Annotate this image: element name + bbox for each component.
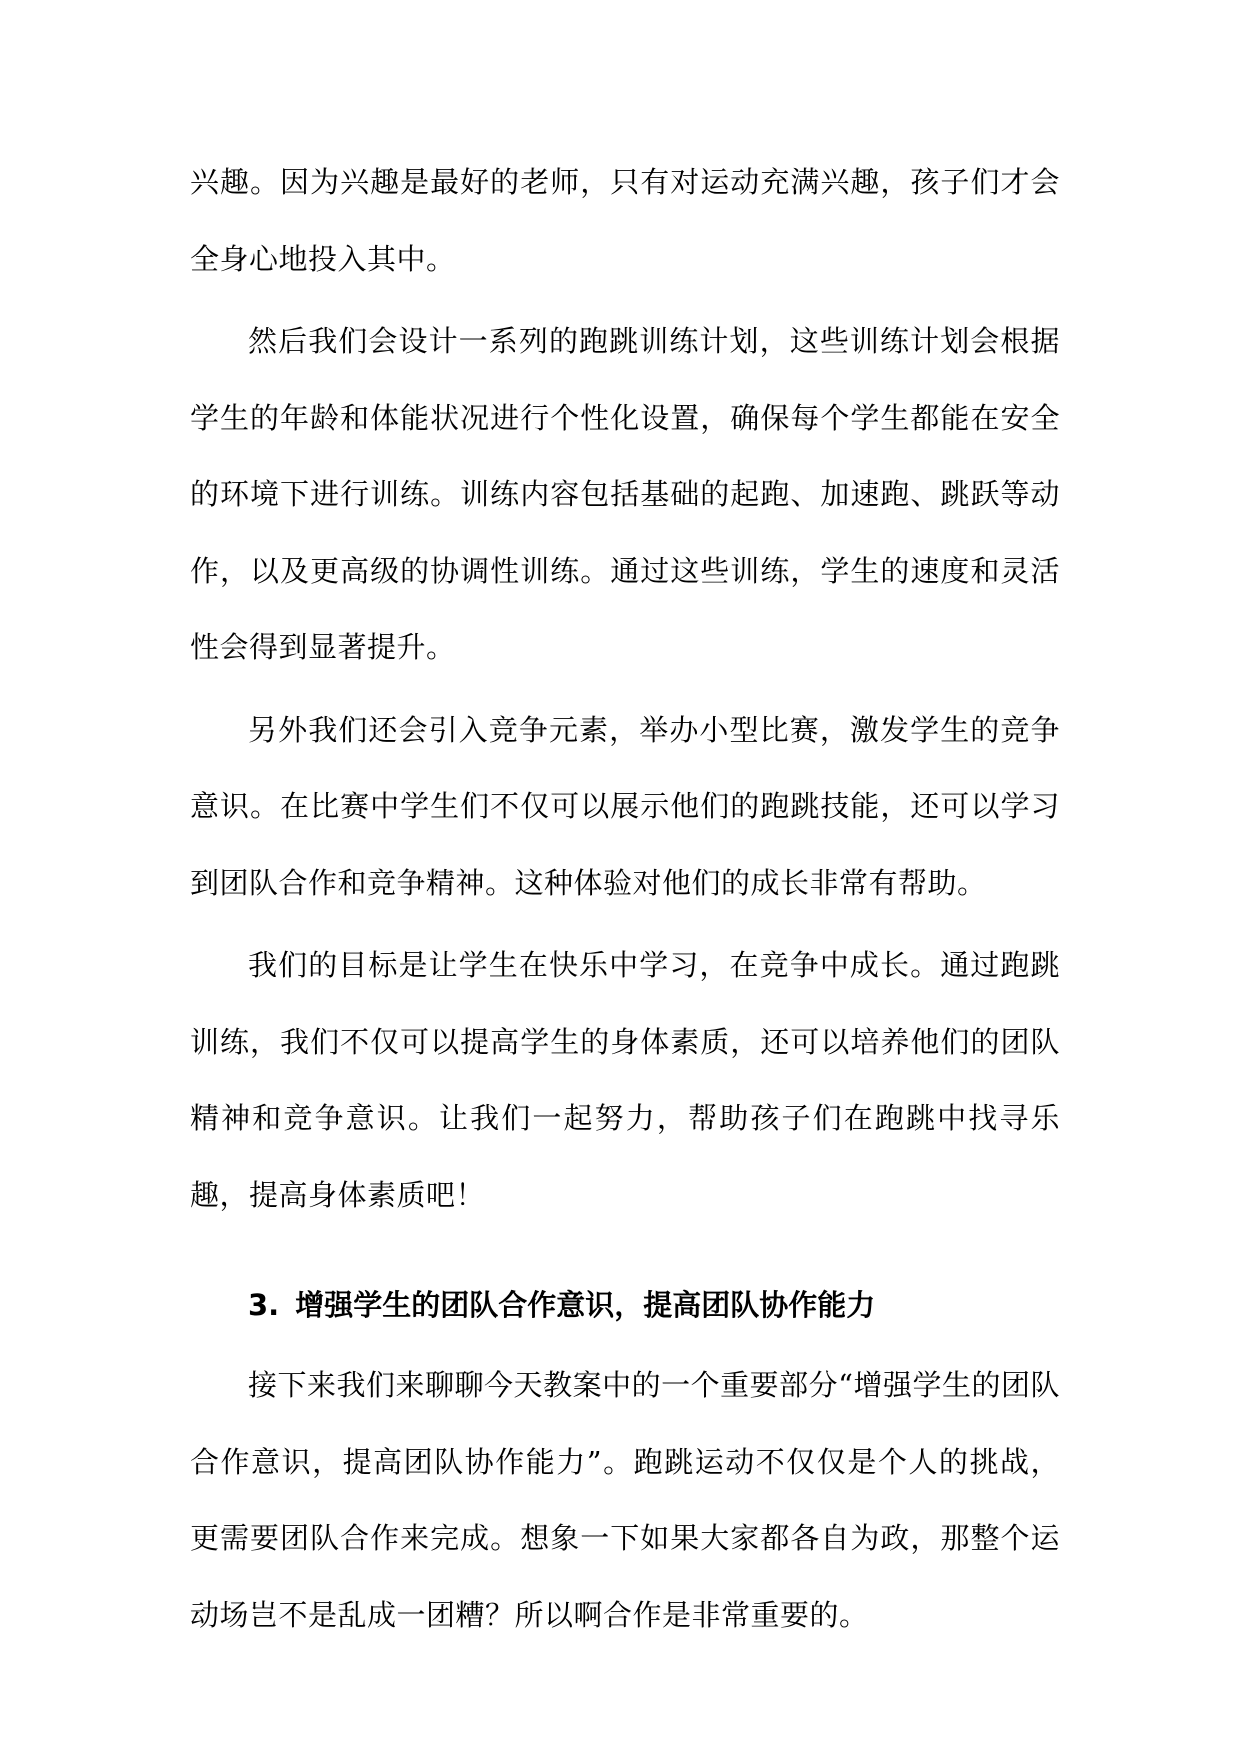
section-title: 增强学生的团队合作意识，提高团队协作能力	[295, 1288, 876, 1322]
paragraph-training-plan: 然后我们会设计一系列的跑跳训练计划，这些训练计划会根据学生的年龄和体能状况进行个性化设置，确保每个学生都能在安全的环境下进行训练。训练内容包括基础的起跑、加速跑、跳跃等动作，以及更高级的协调性训练。通过这些训练，学生的速度和灵活性会得到显著提升。	[190, 324, 1060, 664]
section-number: 3.	[248, 1288, 280, 1322]
document-body	[190, 144, 1060, 1659]
section-heading	[190, 1267, 1060, 1343]
paragraph-interest-continuation: 兴趣。因为兴趣是最好的老师，只有对运动充满兴趣，孩子们才会全身心地投入其中。	[190, 165, 1060, 276]
paragraph-goal: 我们的目标是让学生在快乐中学习，在竞争中成长。通过跑跳训练，我们不仅可以提高学生的身体素质，还可以培养他们的团队精神和竞争意识。让我们一起努力，帮助孩子们在跑跳中找寻乐趣，提高身体素质吧！	[190, 948, 1060, 1212]
paragraph-competition: 另外我们还会引入竞争元素，举办小型比赛，激发学生的竞争意识。在比赛中学生们不仅可以展示他们的跑跳技能，还可以学习到团队合作和竞争精神。这种体验对他们的成长非常有帮助。	[190, 712, 1060, 900]
paragraph-teamwork: 接下来我们来聊聊今天教案中的一个重要部分“增强学生的团队合作意识，提高团队协作能力”。跑跳运动不仅仅是个人的挑战，更需要团队合作来完成。想象一下如果大家都各自为政，那整个运动场岂不是乱成一团糟？所以啊合作是非常重要的。	[190, 1368, 1060, 1632]
